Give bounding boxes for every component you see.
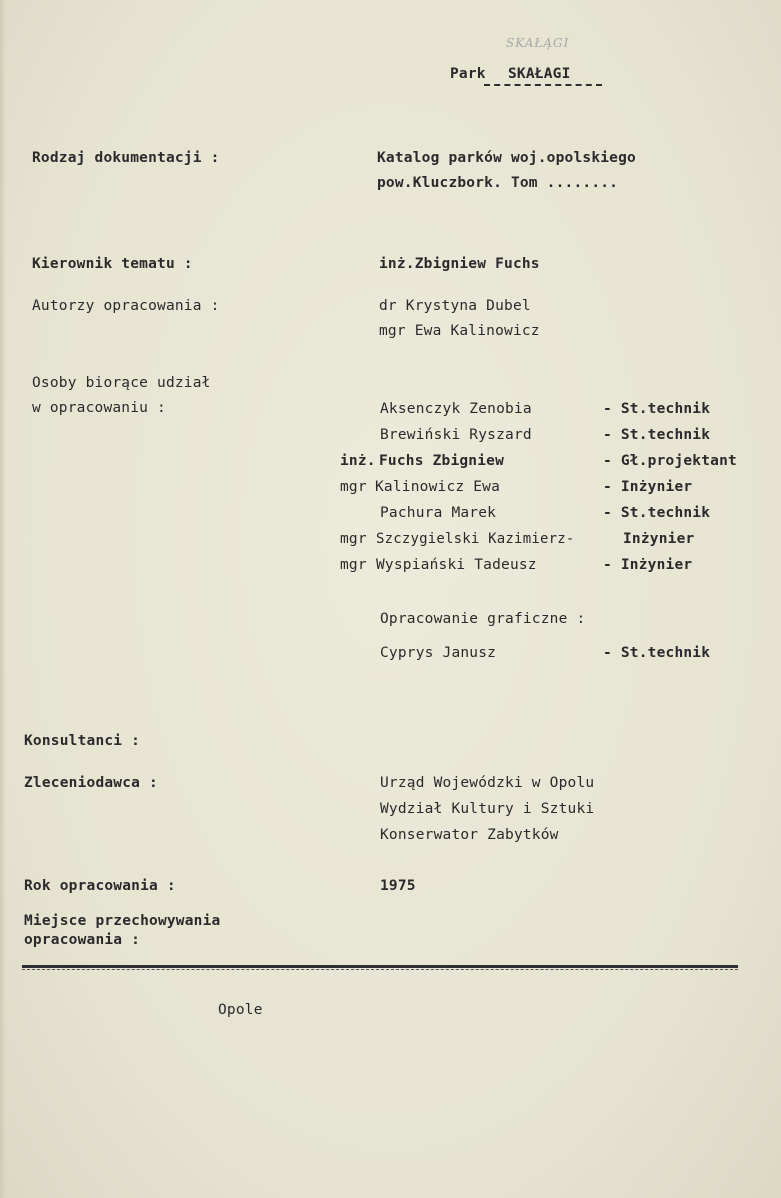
participant-name: Szczygielski Kazimierz- — [376, 531, 575, 547]
participant-prefix: mgr — [340, 479, 367, 495]
rok-label: Rok opracowania : — [24, 878, 176, 894]
rodzaj-label: Rodzaj dokumentacji : — [32, 150, 220, 166]
participant-role: - St.technik — [603, 427, 711, 443]
autorzy-label: Autorzy opracowania : — [32, 298, 220, 314]
miejsce-label-line1: Miejsce przechowywania — [24, 913, 221, 929]
participant-name: Kalinowicz Ewa — [375, 479, 501, 495]
participant-prefix: mgr — [340, 557, 367, 573]
autorzy-value-line2: mgr Ewa Kalinowicz — [379, 323, 540, 339]
osoby-label-line2: w opracowaniu : — [32, 400, 166, 416]
zleceniodawca-line3: Konserwator Zabytków — [380, 827, 559, 843]
rodzaj-value-line1: Katalog parków woj.opolskiego — [377, 150, 636, 166]
participant-role: - Inżynier — [603, 557, 693, 573]
handwritten-note: SKAŁĄGI — [506, 36, 570, 50]
kierownik-label: Kierownik tematu : — [32, 256, 193, 272]
konsultanci-label: Konsultanci : — [24, 733, 141, 749]
graficzne-role: - St.technik — [603, 645, 711, 661]
title-underline — [484, 84, 602, 86]
footer-city: Opole — [218, 1002, 263, 1018]
participant-name: Wyspiański Tadeusz — [376, 557, 537, 573]
separator-line-dashed — [22, 969, 738, 970]
zleceniodawca-line2: Wydział Kultury i Sztuki — [380, 801, 595, 817]
participant-prefix: inż. — [340, 453, 376, 469]
participant-name: Pachura Marek — [380, 505, 497, 521]
autorzy-value-line1: dr Krystyna Dubel — [379, 298, 531, 314]
graficzne-name: Cyprys Janusz — [380, 645, 497, 661]
participant-prefix: mgr — [340, 531, 367, 547]
separator-line — [22, 965, 738, 968]
park-name: SKAŁAGI — [508, 66, 571, 82]
rok-value: 1975 — [380, 878, 416, 894]
participant-name: Brewiński Ryszard — [380, 427, 532, 443]
miejsce-label-line2: opracowania : — [24, 932, 141, 948]
participant-role: Inżynier — [623, 531, 695, 547]
kierownik-value: inż.Zbigniew Fuchs — [379, 256, 540, 272]
page-fold-shadow — [0, 0, 6, 1198]
participant-role: - St.technik — [603, 505, 711, 521]
zleceniodawca-label: Zleceniodawca : — [24, 775, 158, 791]
participant-name: Aksenczyk Zenobia — [380, 401, 532, 417]
park-label: Park — [450, 66, 486, 82]
graficzne-label: Opracowanie graficzne : — [380, 611, 586, 627]
rodzaj-value-line2: pow.Kluczbork. Tom ........ — [377, 175, 619, 191]
participant-role: - St.technik — [603, 401, 711, 417]
participant-role: - Gł.projektant — [603, 453, 737, 469]
osoby-label-line1: Osoby biorące udział — [32, 375, 211, 391]
zleceniodawca-line1: Urząd Wojewódzki w Opolu — [380, 775, 595, 791]
participant-role: - Inżynier — [603, 479, 693, 495]
participant-name: Fuchs Zbigniew — [379, 453, 505, 469]
